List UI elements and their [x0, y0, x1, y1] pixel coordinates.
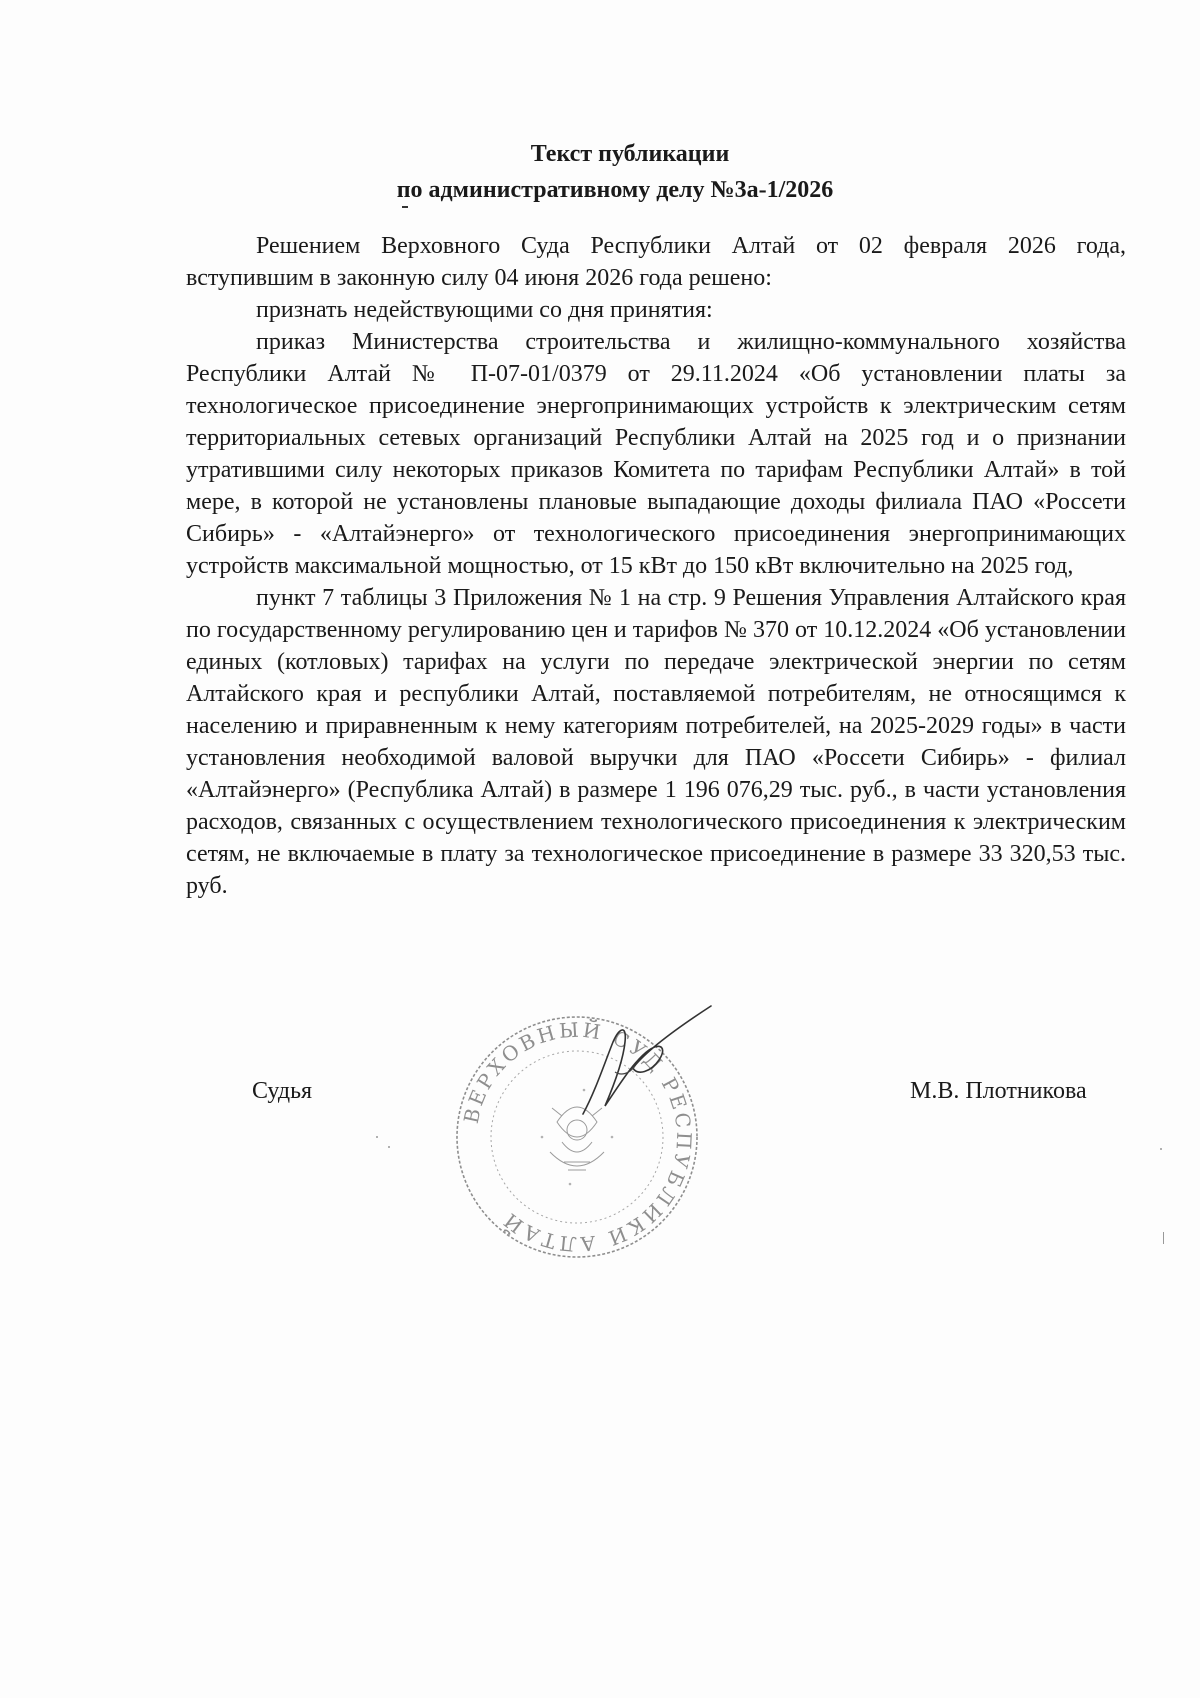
scan-speck — [376, 1136, 378, 1138]
signer-name: М.В. Плотникова — [910, 1078, 1087, 1104]
scan-speck — [1160, 1148, 1162, 1150]
title-line-1: Текст публикации — [530, 141, 730, 167]
scan-mark — [402, 206, 408, 208]
scan-speck — [1163, 1232, 1164, 1244]
scan-speck — [388, 1146, 390, 1148]
paragraph-item: пункт 7 таблицы 3 Приложения № 1 на стр. 9 Решения Управления Алтайского края по государственному регулированию цен и тарифов № 370 от 10.12.2024 «Об установлении единых (котловых) тарифах на услуги по передаче электрической энергии по сетям Алтайского края и республики Алтай, поставляемой потребителям, не относящимся к населению и приравненным к нему категориям потребителей, на 2025-2029 годы» в части установления необходимой валовой выручки для ПАО «Россети Сибирь» - филиал «Алтайэнерго» (Республика Алтай) в размере 1 196 076,29 тыс. руб., в части установления расходов, связанных с осуществлением технологического присоединения к электрическим сетям, не включаемые в плату за технологическое присоединение в размере 33 320,53 тыс. руб. — [186, 585, 1126, 899]
paragraph-order: приказ Министерства строительства и жилищно-коммунального хозяйства Республики Алтай № П-07-01/0379 от 29.11.2024 «Об установлении платы за технологическое присоединение энергопринимающих устройств к электрическим сетям территориальных сетевых организаций Республики Алтай на 2025 год и о признании утратившими силу некоторых приказов Комитета по тарифам Республики Алтай» в той мере, в которой не установлены плановые выпадающие доходы филиала ПАО «Россети Сибирь» - «Алтайэнерго» от технологического присоединения энергопринимающих устройств максимальной мощностью, от 15 кВт до 150 кВт включительно на 2025 год, — [186, 329, 1126, 579]
seal-ring-text: ВЕРХОВНЫЙ СУД РЕСПУБЛИКИ АЛТАЙ — [458, 1017, 697, 1257]
document-title — [0, 136, 1200, 208]
signer-role: Судья — [252, 1078, 313, 1104]
paragraph-ruling: признать недействующими со дня принятия: — [256, 297, 713, 323]
document-body — [186, 230, 1126, 902]
title-line-2: по административному делу №3а-1/2026 — [396, 177, 834, 203]
paragraph-decision: Решением Верховного Суда Республики Алтай от 02 февраля 2026 года, вступившим в законную силу 04 июня 2026 года решено: — [186, 233, 1126, 291]
handwritten-signature-icon — [575, 1002, 715, 1122]
